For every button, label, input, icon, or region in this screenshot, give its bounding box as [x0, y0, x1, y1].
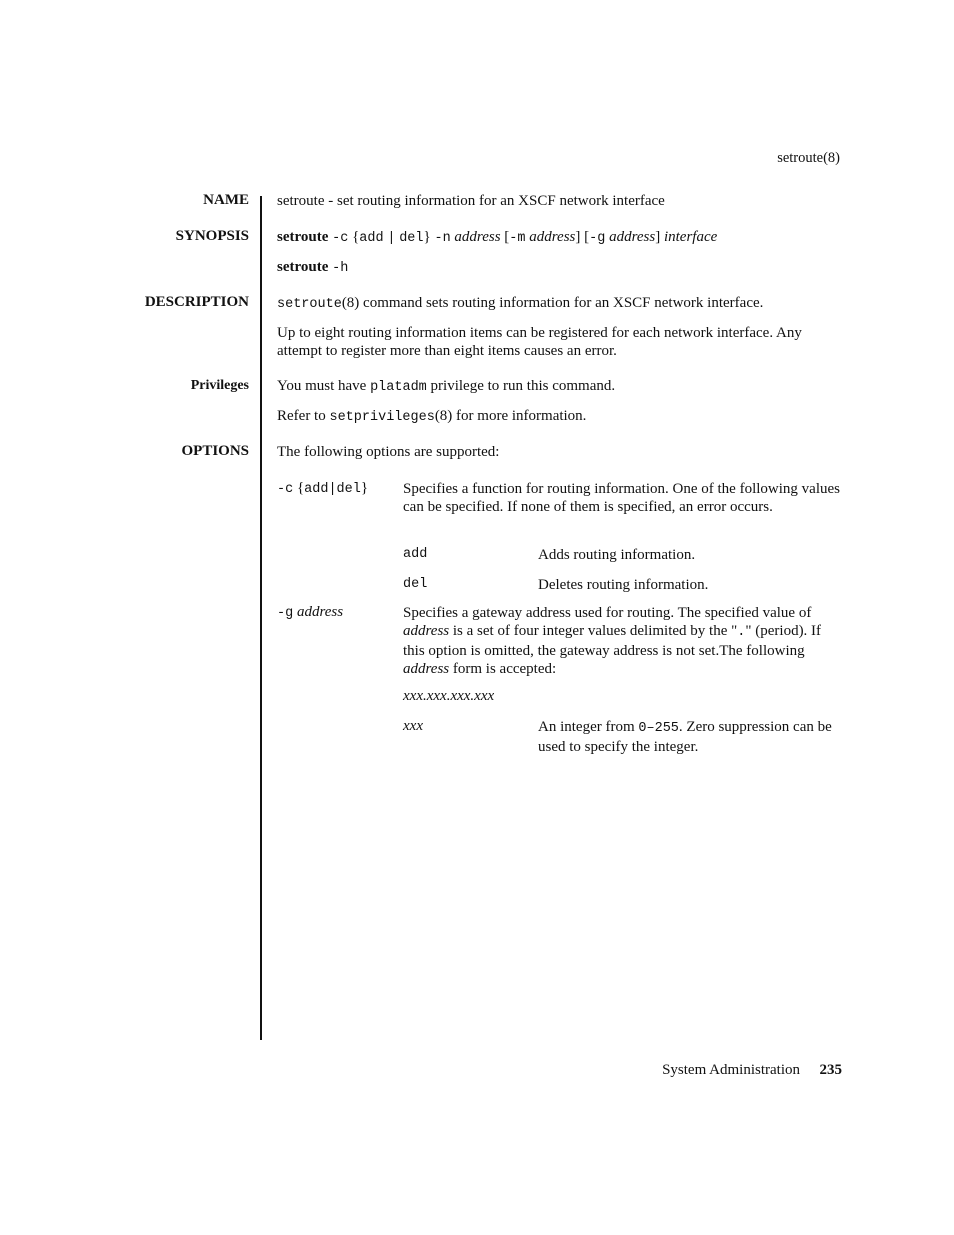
value-xxx-name: xxx: [403, 718, 423, 734]
section-label-name: NAME: [203, 192, 249, 208]
description-command: setroute: [277, 297, 342, 312]
synopsis-command: setroute: [277, 259, 329, 275]
option-g-flag: -g: [277, 606, 294, 621]
synopsis-option-n: -n: [434, 231, 451, 246]
privileges-text: Refer to: [277, 408, 330, 424]
synopsis-option-m: -m: [509, 231, 526, 246]
option-c-brace-open: {: [296, 480, 305, 496]
section-label-privileges: Privileges: [190, 378, 249, 393]
option-c-brace-close: }: [360, 480, 369, 496]
value-xxx-description: [538, 718, 844, 756]
synopsis-pipe: |: [387, 231, 396, 246]
option-g-description: [403, 604, 843, 678]
page-number: 235: [819, 1062, 842, 1078]
option-g-text: form is accepted:: [449, 661, 557, 677]
privileges-text: privilege to run this command.: [426, 378, 616, 394]
privileges-reference: setprivileges: [329, 410, 435, 425]
synopsis-bracket-close: ]: [575, 229, 581, 245]
value-xxx-text: . Zero suppression can be used to specify the integer.: [538, 719, 832, 755]
option-g-arg: address: [296, 604, 344, 620]
footer-section-title: System Administration: [662, 1062, 800, 1078]
synopsis-option-c: -c: [332, 231, 349, 246]
value-add-name: add: [403, 547, 428, 562]
privileges-text: You must have: [277, 378, 371, 394]
synopsis-address-arg: address: [529, 229, 576, 245]
synopsis-del: del: [399, 231, 424, 246]
value-del-name: del: [403, 577, 428, 592]
synopsis-command: setroute: [277, 229, 329, 245]
synopsis-line-1: [277, 228, 843, 248]
synopsis-option-h: -h: [332, 261, 349, 276]
option-c-values: add|del: [304, 482, 361, 497]
address-format: xxx.xxx.xxx.xxx: [403, 688, 495, 704]
running-header: setroute(8): [777, 150, 840, 166]
option-g-text: is a set of four integer values delimited by the ": [449, 623, 738, 639]
synopsis-address-arg: address: [454, 229, 501, 245]
options-intro: The following options are supported:: [277, 444, 500, 460]
privileges-paragraph-1: [277, 377, 843, 397]
option-g-arg-ref: address: [403, 661, 450, 677]
synopsis-address-arg: address: [609, 229, 656, 245]
description-paragraph-2: Up to eight routing information items can be registered for each network interface. Any attempt to register more than eight items causes an error.: [277, 325, 802, 359]
synopsis-add: add: [359, 231, 384, 246]
synopsis-bracket-close: ]: [655, 229, 661, 245]
option-g-text: " (period). If this option is omitted, the gateway address is not set.The following: [403, 623, 822, 659]
synopsis-brace-open: {: [352, 229, 360, 245]
value-xxx-range: 0–255: [638, 721, 679, 736]
option-g-name: [277, 604, 343, 621]
section-label-synopsis: SYNOPSIS: [175, 228, 249, 244]
privileges-text: (8) for more information.: [434, 408, 587, 424]
description-paragraph-1: [277, 294, 843, 314]
value-del-description: Deletes routing information.: [538, 577, 709, 593]
option-c-flag: -c: [277, 482, 294, 497]
description-text: (8) command sets routing information for an XSCF network interface.: [341, 295, 764, 311]
option-c-description: Specifies a function for routing information. One of the following values can be specified. If none of them is specified, an error occurs.: [403, 481, 840, 515]
synopsis-interface-arg: interface: [663, 229, 718, 245]
privileges-role: platadm: [370, 380, 427, 395]
section-label-description: DESCRIPTION: [144, 294, 249, 310]
margin-rule: [260, 196, 262, 1040]
synopsis-bracket-open: [: [504, 229, 510, 245]
option-c-name: [277, 480, 368, 497]
synopsis-brace-close: }: [423, 229, 431, 245]
synopsis-option-g: -g: [589, 231, 606, 246]
value-xxx-text: An integer from: [538, 719, 639, 735]
option-g-arg-ref: address: [403, 623, 450, 639]
option-g-delimiter: .: [737, 625, 746, 640]
option-g-text: Specifies a gateway address used for routing. The specified value of: [403, 605, 812, 621]
value-add-description: Adds routing information.: [538, 547, 696, 563]
name-description: setroute - set routing information for an XSCF network interface: [277, 193, 665, 209]
synopsis-bracket-open: [: [584, 229, 590, 245]
section-label-options: OPTIONS: [181, 443, 249, 459]
synopsis-line-2: [277, 258, 843, 278]
privileges-paragraph-2: [277, 407, 843, 427]
